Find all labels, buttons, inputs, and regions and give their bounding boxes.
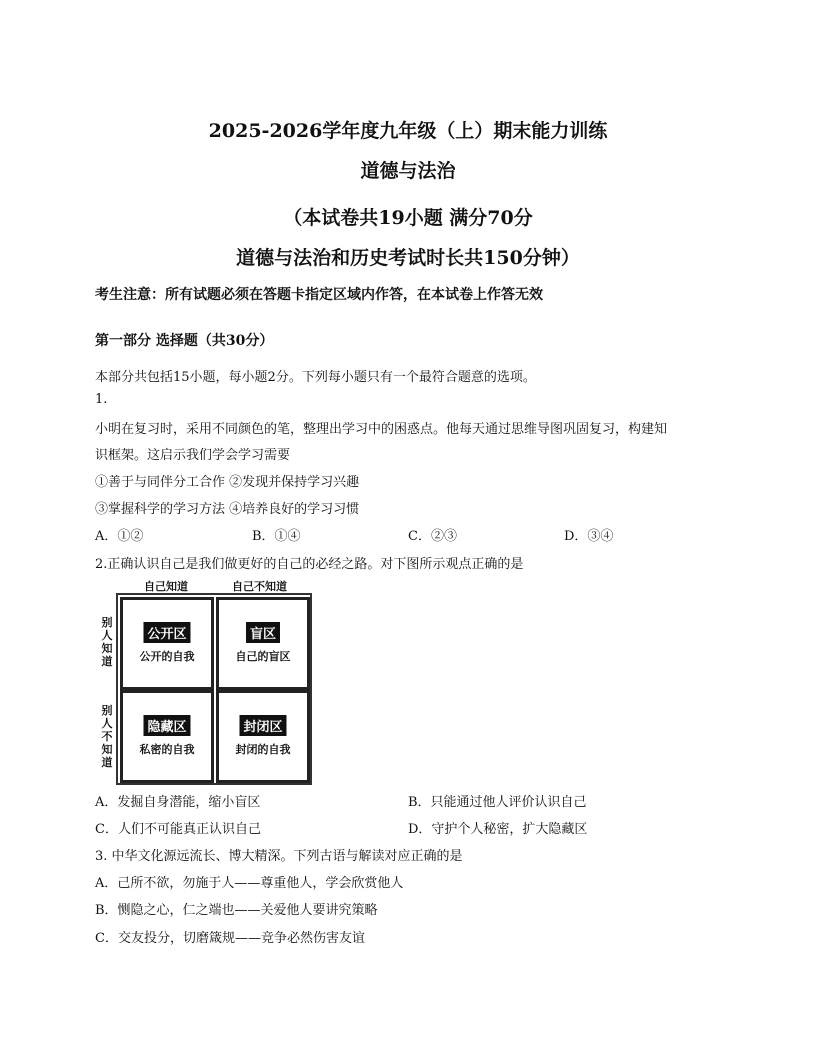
cell-closed-label: 封闭区: [239, 715, 286, 736]
johari-window-figure: [100, 578, 312, 784]
row-header-others-unknown: 别 人 不 知 道: [101, 704, 113, 769]
cell-open-area: [120, 597, 214, 690]
q3-option-a: A．己所不欲，勿施于人——尊重他人，学会欣赏他人: [95, 876, 404, 891]
johari-grid: [116, 593, 312, 785]
cell-open-sub: 公开的自我: [139, 650, 195, 663]
q1-stem-line1: 小明在复习时，采用不同颜色的笔，整理出学习中的困惑点。他每天通过思维导图巩固复习，构建知: [95, 422, 668, 437]
q2-option-d: D．守护个人秘密，扩大隐藏区: [408, 822, 588, 837]
cell-blind-area: [216, 597, 310, 690]
q2-option-a: A．发掘自身潜能，缩小盲区: [95, 795, 261, 810]
q1-stem-line2: 识框架。这启示我们学会学习需要: [95, 448, 291, 463]
q3-option-c: C．交友投分，切磨箴规——竞争必然伤害友谊: [95, 931, 365, 946]
col-header-self-known: 自己知道: [144, 580, 188, 593]
col-header-self-unknown: 自己不知道: [232, 580, 287, 593]
q1-items-line1: ①善于与同伴分工合作 ②发现并保持学习兴趣: [95, 475, 360, 490]
section-intro: 本部分共包括15小题，每小题2分。下列每小题只有一个最符合题意的选项。: [95, 370, 536, 385]
q1-option-a: A．①②: [95, 529, 144, 544]
cell-hidden-area: [120, 690, 214, 783]
cell-closed-sub: 封闭的自我: [235, 743, 291, 756]
q1-option-c: C．②③: [408, 529, 457, 544]
exam-notice: 考生注意：所有试题必须在答题卡指定区域内作答，在本试卷上作答无效: [95, 287, 543, 303]
q2-option-b: B．只能通过他人评价认识自己: [408, 795, 587, 810]
q3-stem: 3. 中华文化源远流长、博大精深。下列古语与解读对应正确的是: [95, 849, 463, 864]
q2-option-c: C．人们不可能真正认识自己: [95, 822, 261, 837]
q1-option-d: D．③④: [564, 529, 614, 544]
exam-info-line2: 道德与法治和历史考试时长共150分钟）: [236, 247, 580, 269]
q1-number: 1.: [95, 392, 108, 407]
section-title: 第一部分 选择题（共30分）: [95, 333, 274, 349]
cell-blind-label: 盲区: [246, 622, 280, 643]
q1-option-b: B．①④: [252, 529, 301, 544]
exam-title: 2025-2026学年度九年级（上）期末能力训练: [208, 120, 608, 142]
q1-items-line2: ③掌握科学的学习方法 ④培养良好的学习习惯: [95, 502, 360, 517]
row-header-others-known: 别 人 知 道: [101, 616, 113, 668]
cell-hidden-label: 隐藏区: [143, 715, 190, 736]
q2-stem: 2.正确认识自己是我们做更好的自己的必经之路。对下图所示观点正确的是: [95, 557, 524, 572]
cell-closed-area: [216, 690, 310, 783]
cell-open-label: 公开区: [143, 622, 190, 643]
subject-title: 道德与法治: [360, 160, 456, 182]
cell-hidden-sub: 私密的自我: [139, 743, 195, 756]
q3-option-b: B．恻隐之心，仁之端也——关爱他人要讲究策略: [95, 903, 378, 918]
exam-info-line1: （本试卷共19小题 满分70分: [283, 207, 533, 229]
cell-blind-sub: 自己的盲区: [235, 650, 291, 663]
